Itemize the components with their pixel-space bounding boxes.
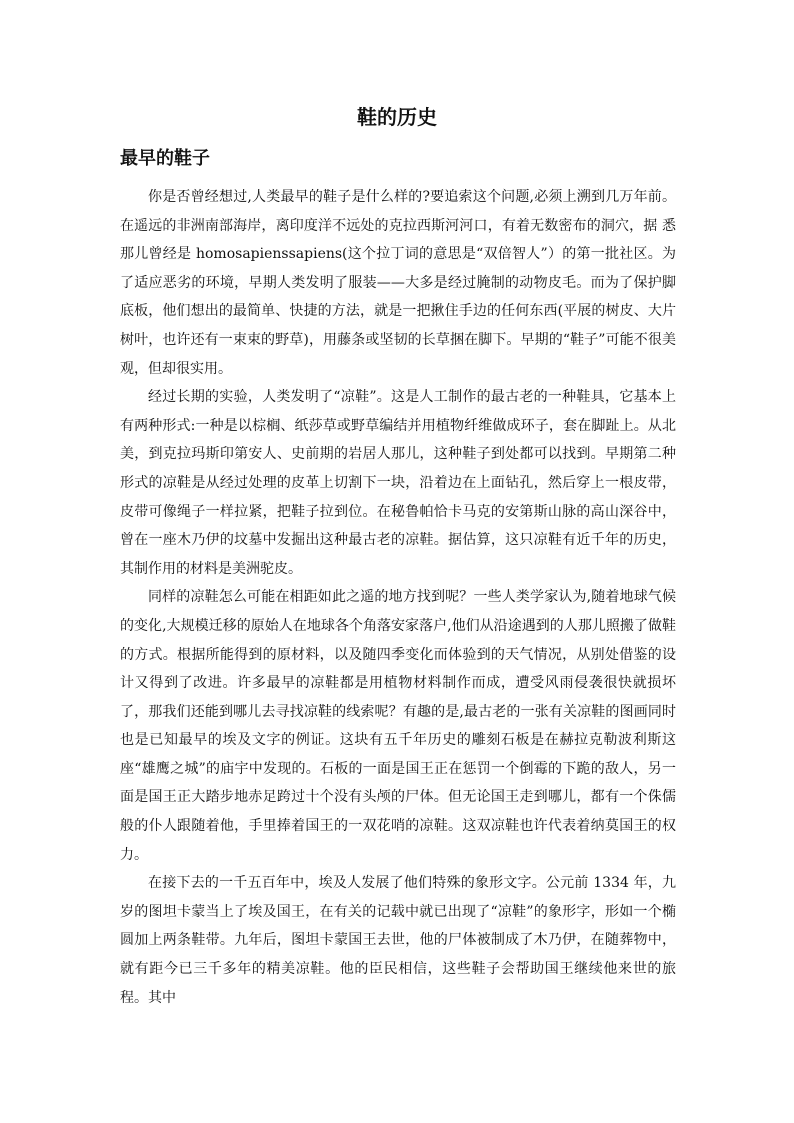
paragraph-3: 同样的凉鞋怎么可能在相距如此之遥的地方找到呢？一些人类学家认为,随着地球气候的变化,大规模迁移的原始人在地球各个角落安家落户,他们从沿途遇到的人那儿照搬了做鞋的方式。根据所能得到的原材料，以及随四季变化而体验到的天气情况，从别处借鉴的设计又得到了改进。许多最早的凉鞋都是用植物材料制作而成，遭受风雨侵袭很快就损坏了，那我们还能到哪儿去寻找凉鞋的线索呢？有趣的是,最古老的一张有关凉鞋的图画同时也是已知最早的埃及文字的例证。这块有五千年历史的雕刻石板是在赫拉克勒波利斯这座“雄鹰之城”的庙宇中发现的。石板的一面是国王正在惩罚一个倒霉的下跪的敌人，另一面是国王正大踏步地赤足跨过十个没有头颅的尸体。但无论国王走到哪儿，都有一个侏儒般的仆人跟随着他，手里捧着国王的一双花哨的凉鞋。这双凉鞋也许代表着纳莫国王的权力。 <box>120 589 676 863</box>
paragraph-2: 经过长期的实验，人类发明了“凉鞋”。这是人工制作的最古老的一种鞋具，它基本上有两种形式:一种是以棕榈、纸莎草或野草编结并用植物纤维做成环子，套在脚趾上。从北美，到克拉玛斯印第安人、史前期的岩居人那儿，这种鞋子到处都可以找到。早期第二种形式的凉鞋是从经过处理的皮革上切割下一块，沿着边在上面钻孔，然后穿上一根皮带，皮带可像绳子一样拉紧，把鞋子拉到位。在秘鲁帕恰卡马克的安第斯山脉的高山深谷中，曾在一座木乃伊的坟墓中发掘出这种最古老的凉鞋。据估算，这只凉鞋有近千年的历史，其制作用的材料是美洲驼皮。 <box>120 389 676 577</box>
paragraph-4: 在接下去的一千五百年中，埃及人发展了他们特殊的象形文字。公元前 1334 年，九岁的图坦卡蒙当上了埃及国王，在有关的记载中就已出现了“凉鞋”的象形字，形如一个椭圆加上两条鞋带。九年后，图坦卡蒙国王去世，他的尸体被制成了木乃伊，在随葬物中，就有距今已三千多年的精美凉鞋。他的臣民相信，这些鞋子会帮助国王继续他来世的旅程。其中 <box>120 875 676 1006</box>
body-text <box>120 183 676 1012</box>
section-heading: 最早的鞋子 <box>120 148 210 169</box>
paragraph-1: 你是否曾经想过,人类最早的鞋子是什么样的?要追索这个问题,必须上溯到几万年前。在遥远的非洲南部海岸，离印度洋不远处的克拉西斯河河口，有着无数密布的洞穴，据 悉那儿曾经是 homosapienssapiens(这个拉丁词的意思是“双倍智人”）的第一批社区。为了适应恶劣的环境，早期人类发明了服装——大多是经过腌制的动物皮毛。而为了保护脚底板，他们想出的最简单、快捷的方法，就是一把揪住手边的任何东西(平展的树皮、大片树叶，也许还有一束束的野草)，用藤条或坚韧的长草捆在脚下。早期的“鞋子”可能不很美观，但却很实用。 <box>120 189 676 377</box>
document-title: 鞋的历史 <box>357 105 437 129</box>
